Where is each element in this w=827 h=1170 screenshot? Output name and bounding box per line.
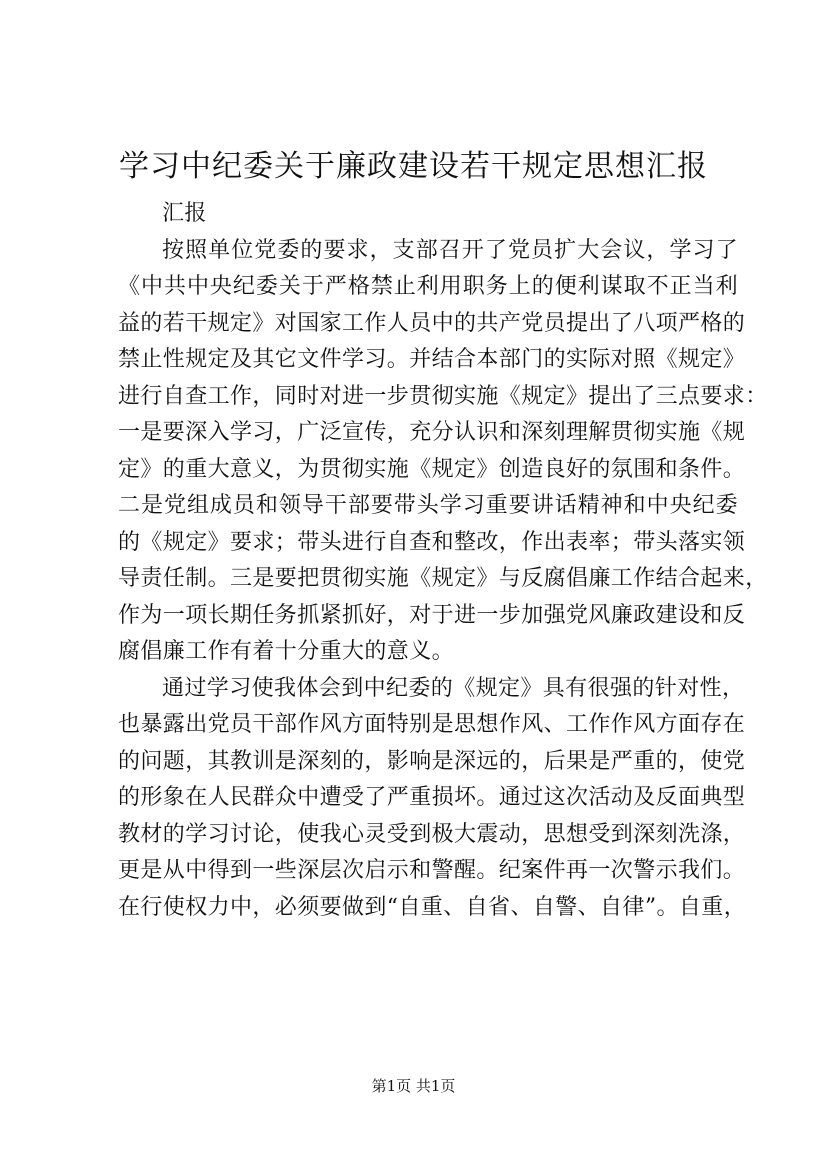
paragraph-line: 也暴露出党员干部作风方面特别是思想作风、工作作风方面存在 <box>118 712 746 737</box>
paragraph-line: 教材的学习讨论，使我心灵受到极大震动，思想受到深刻洗涤， <box>118 821 746 847</box>
paragraph-line: 通过学习使我体会到中纪委的《规定》具有很强的针对性， <box>162 675 745 701</box>
document-body <box>118 196 768 926</box>
subheading: 汇报 <box>162 201 207 226</box>
paragraph-line: 在行使权力中，必须要做到“自重、自省、自警、自律”。自重， <box>118 894 747 920</box>
paragraph-line: 的问题，其教训是深刻的，影响是深远的，后果是严重的，使党 <box>118 748 746 774</box>
paragraph-line: 更是从中得到一些深层次启示和警醒。纪案件再一次警示我们。 <box>118 858 746 883</box>
page-title: 学习中纪委关于廉政建设若干规定思想汇报 <box>119 149 708 184</box>
paragraph-line: 定》的重大意义，为贯彻实施《规定》创造良好的氛围和条件。 <box>118 456 746 482</box>
paragraph-line: 一是要深入学习，广泛宣传，充分认识和深刻理解贯彻实施《规 <box>118 420 746 445</box>
paragraph-line: 二是党组成员和领导干部要带头学习重要讲话精神和中央纪委 <box>118 493 738 518</box>
paragraph-line: 按照单位党委的要求，支部召开了党员扩大会议，学习了 <box>162 237 738 263</box>
paragraph-line: 禁止性规定及其它文件学习。并结合本部门的实际对照《规定》 <box>118 347 746 372</box>
paragraph-line: 作为一项长期任务抓紧抓好，对于进一步加强党风廉政建设和反 <box>118 602 746 628</box>
paragraph-line: 《中共中央纪委关于严格禁止利用职务上的便利谋取不正当利 <box>118 274 738 299</box>
page-footer: 第1页 共1页 <box>371 1077 456 1095</box>
paragraph-line: 的形象在人民群众中遭受了严重损坏。通过这次活动及反面典型 <box>118 785 746 810</box>
paragraph-line: 腐倡廉工作有着十分重大的意义。 <box>118 639 455 664</box>
paragraph-line: 导责任制。三是要把贯彻实施《规定》与反腐倡廉工作结合起来， <box>118 566 768 591</box>
paragraph-line: 的《规定》要求；带头进行自查和整改，作出表率；带头落实领 <box>118 529 746 555</box>
paragraph-line: 益的若干规定》对国家工作人员中的共产党员提出了八项严格的 <box>118 310 746 336</box>
paragraph-line: 进行自查工作，同时对进一步贯彻实施《规定》提出了三点要求： <box>118 383 768 409</box>
